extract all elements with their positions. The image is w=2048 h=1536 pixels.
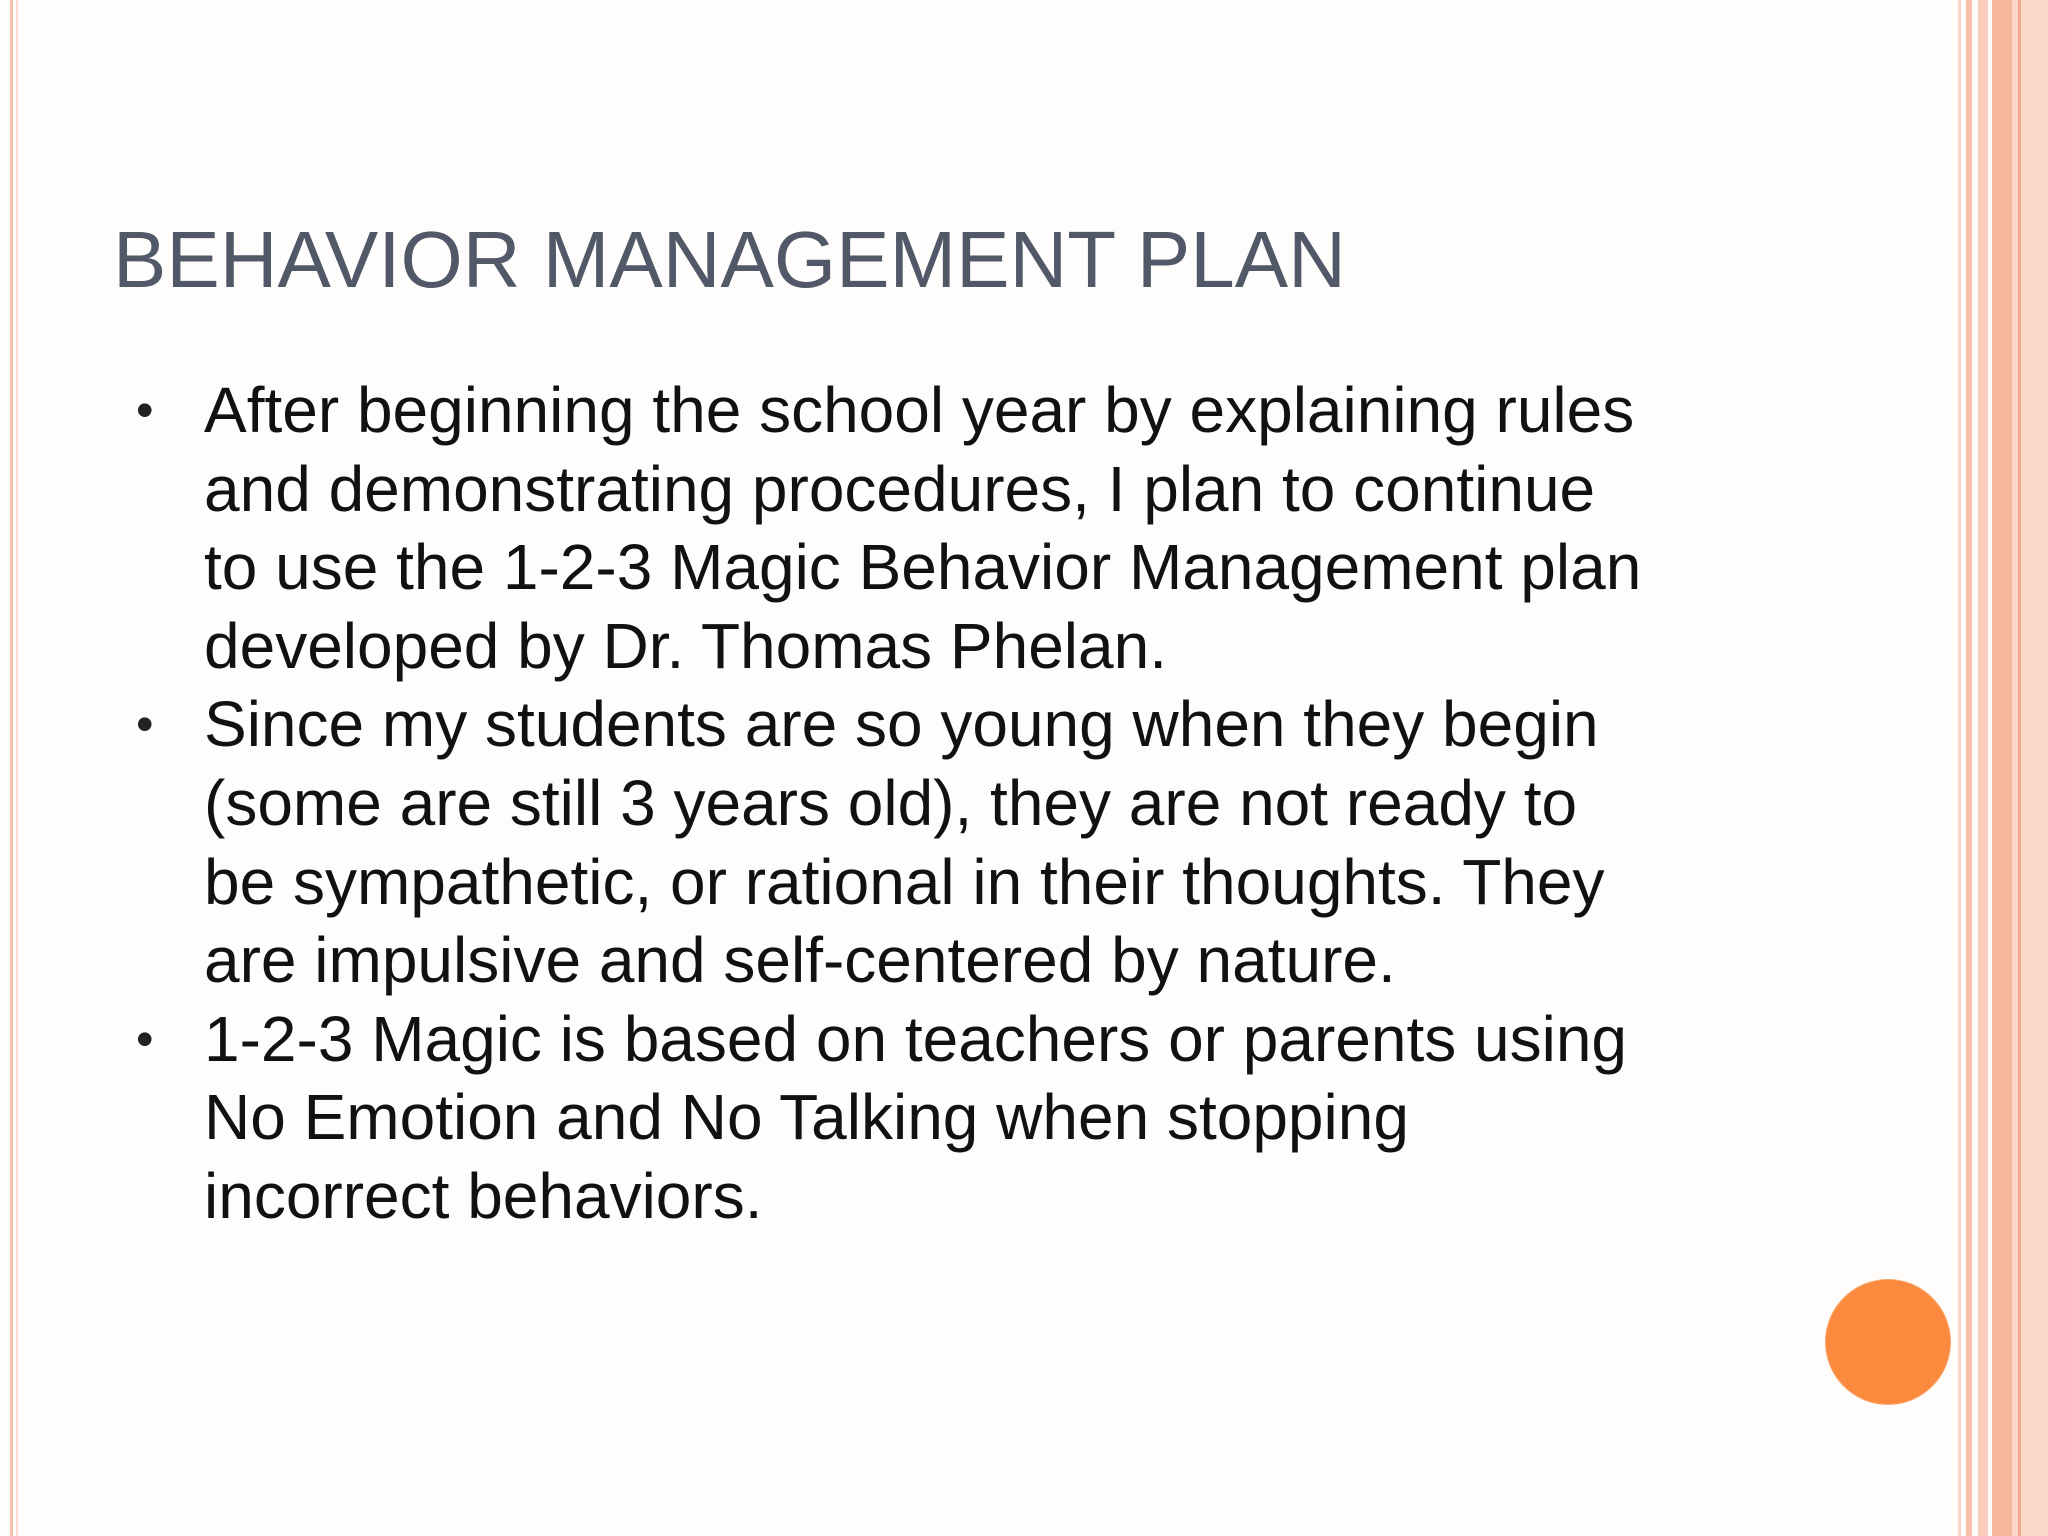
right-border-stripe	[2018, 0, 2021, 1536]
left-border-stripe-inner	[16, 0, 18, 1536]
bullet-icon: •	[136, 1010, 154, 1067]
right-border-stripe	[1958, 0, 1961, 1536]
bullet-icon: •	[136, 382, 154, 438]
bullet-text-line: 1-2-3 Magic is based on teachers or parents using	[204, 1002, 1627, 1075]
bullet-item	[130, 371, 1830, 685]
bullet-text-line: developed by Dr. Thomas Phelan.	[204, 609, 1167, 682]
bullet-item	[130, 1000, 1830, 1236]
bullet-text-line: incorrect behaviors.	[204, 1159, 763, 1232]
orange-circle-decoration	[1826, 1280, 1950, 1404]
right-border-stripe	[1992, 0, 2012, 1536]
right-border-stripe	[1978, 0, 1988, 1536]
bullet-text-line: are impulsive and self-centered by nature.	[204, 924, 1396, 997]
bullet-text-line: No Emotion and No Talking when stopping	[204, 1081, 1409, 1154]
bullet-text-line: (some are still 3 years old), they are not ready to	[204, 766, 1578, 839]
bullet-text-line: be sympathetic, or rational in their thoughts. They	[204, 845, 1605, 918]
bullet-item	[130, 685, 1830, 999]
left-border-stripe	[10, 0, 13, 1536]
bullet-text-line: Since my students are so young when they begin	[204, 688, 1599, 761]
right-border-stripe	[1966, 0, 1972, 1536]
bullet-list	[130, 371, 1830, 1236]
bullet-text-line: and demonstrating procedures, I plan to continue	[204, 452, 1596, 525]
bullet-text-line: to use the 1-2-3 Magic Behavior Management plan	[204, 531, 1642, 604]
slide-title: BEHAVIOR MANAGEMENT PLAN	[113, 215, 1346, 304]
bullet-icon: •	[136, 696, 154, 753]
bullet-text-line: After beginning the school year by explaining rules	[204, 374, 1635, 446]
